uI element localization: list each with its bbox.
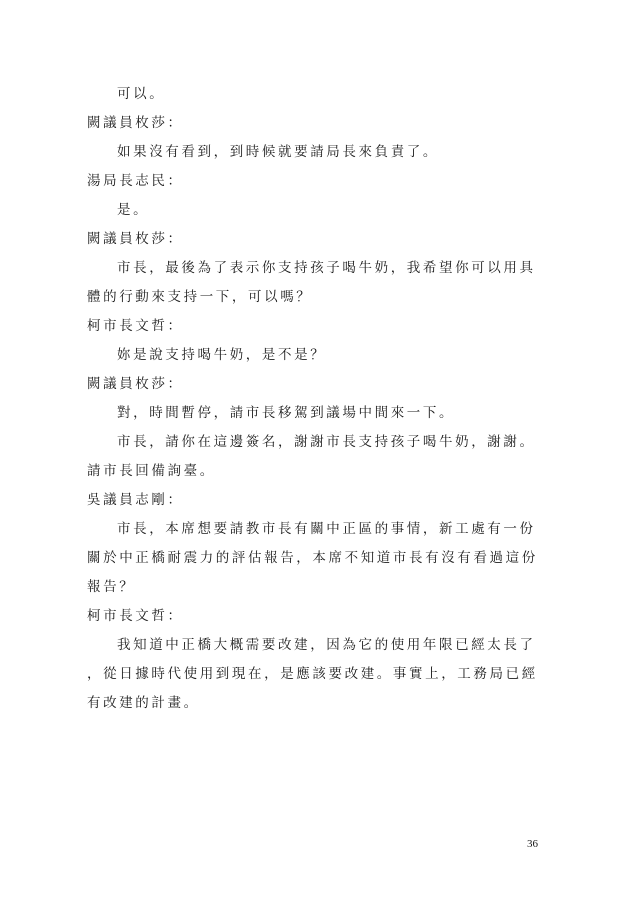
transcript-line: 體的行動來支持一下，可以嗎？ <box>87 289 313 305</box>
speaker-label: 湯局長志民： <box>87 173 184 189</box>
transcript-line: 報告？ <box>87 579 136 595</box>
transcript-line: 可以。 <box>117 86 166 102</box>
speaker-label: 吳議員志剛： <box>87 492 184 508</box>
speaker-label: 柯市長文哲： <box>87 318 184 334</box>
transcript-line: 是。 <box>117 202 150 218</box>
transcript-line: 市長，請你在這邊簽名，謝謝市長支持孩子喝牛奶，謝謝。 <box>117 434 536 450</box>
transcript-body <box>87 80 547 718</box>
speaker-label: 闕議員枚莎： <box>87 231 184 247</box>
transcript-line: 關於中正橋耐震力的評估報告，本席不知道市長有沒有看過這份 <box>87 550 538 566</box>
page-number: 36 <box>527 838 538 850</box>
speaker-label: 柯市長文哲： <box>87 608 184 624</box>
transcript-line: 市長，本席想要請教市長有關中正區的事情，新工處有一份 <box>117 521 536 537</box>
transcript-line: 市長，最後為了表示你支持孩子喝牛奶，我希望你可以用具 <box>117 260 536 276</box>
speaker-label: 闕議員枚莎： <box>87 115 184 131</box>
transcript-line: 如果沒有看到，到時候就要請局長來負責了。 <box>117 144 439 160</box>
speaker-label: 闕議員枚莎： <box>87 376 184 392</box>
transcript-line: 妳是說支持喝牛奶，是不是？ <box>117 347 327 363</box>
transcript-line: 我知道中正橋大概需要改建，因為它的使用年限已經太長了 <box>117 637 536 653</box>
transcript-line: ，從日據時代使用到現在，是應該要改建。事實上，工務局已經 <box>87 666 538 682</box>
transcript-line: 請市長回備詢臺。 <box>87 463 216 479</box>
transcript-line: 對，時間暫停，請市長移駕到議場中間來一下。 <box>117 405 456 421</box>
transcript-line: 有改建的計畫。 <box>87 695 200 711</box>
